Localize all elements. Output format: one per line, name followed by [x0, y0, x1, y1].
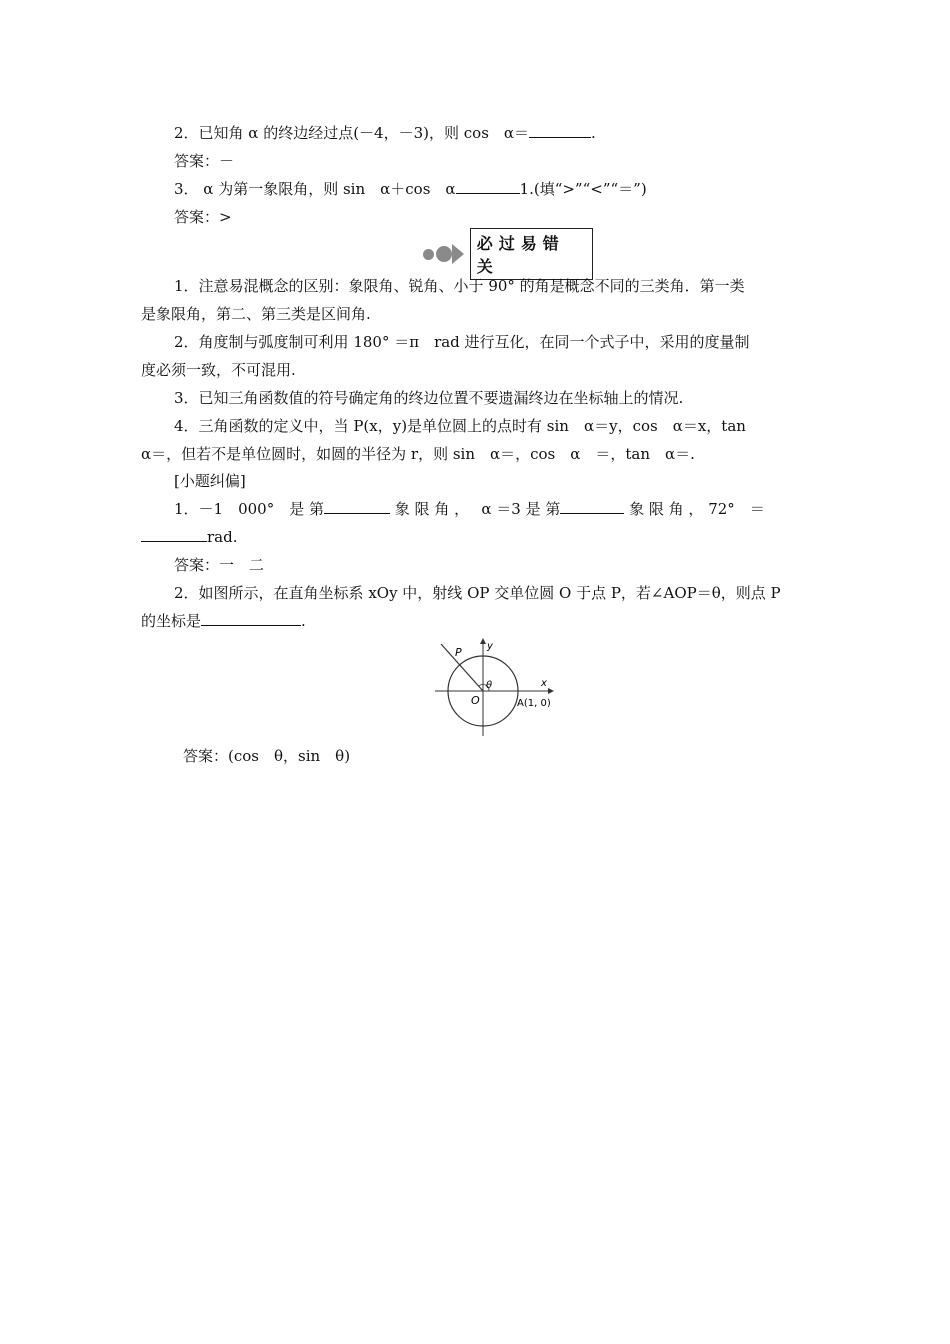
- banner-title: 必过易错关: [470, 228, 593, 280]
- question-3-text: 3． α 为第一象限角，则 sin α＋cos α: [174, 180, 456, 198]
- label-o: O: [471, 694, 480, 707]
- label-y: y: [487, 641, 493, 652]
- answer-blank: [456, 179, 520, 194]
- answer-3: 答案：>: [174, 208, 232, 226]
- exercise-1-part-1: 1．－1 000° 是 第: [174, 500, 324, 518]
- exercise-2-suffix: .: [301, 612, 306, 630]
- exercise-2-line-1: 2．如图所示，在直角坐标系 xOy 中，射线 OP 交单位圆 O 于点 P，若∠AOP＝θ，则点 P: [174, 584, 781, 602]
- question-2-period: .: [591, 124, 596, 142]
- exercise-2-answer: 答案：(cos θ，sin θ): [183, 747, 351, 765]
- question-3: [174, 179, 647, 199]
- answer-blank: [324, 499, 390, 514]
- exercise-1-part-3: 象 限 角 ， 72° ＝: [629, 500, 765, 518]
- answer-blank: [201, 611, 301, 626]
- point-1-line-1: 1．注意易混概念的区别：象限角、锐角、小于 90° 的角是概念不同的三类角．第一类: [174, 277, 745, 295]
- point-1-line-2: 是象限角，第二、第三类是区间角.: [141, 305, 371, 323]
- section-title: [小题纠偏]: [174, 472, 246, 490]
- label-p: P: [455, 646, 462, 659]
- y-axis-arrow-icon: [480, 638, 486, 644]
- exercise-2-prefix: 的坐标是: [141, 612, 202, 630]
- question-2: [174, 123, 596, 143]
- unit-circle-figure: [433, 636, 558, 742]
- exercise-1-part-4: rad.: [207, 528, 238, 546]
- ray-op: [441, 644, 483, 691]
- point-4-line-2: α＝，但若不是单位圆时，如圆的半径为 r，则 sin α＝，cos α ＝，tan α＝.: [141, 445, 695, 463]
- banner-dot-icon: [423, 249, 434, 260]
- exercise-1: [174, 499, 765, 519]
- section-banner: [423, 234, 593, 276]
- label-x: x: [541, 678, 547, 689]
- point-4-line-1: 4．三角函数的定义中，当 P(x，y)是单位圆上的点时有 sin α＝y，cos α＝x，tan: [174, 417, 746, 435]
- answer-blank: [560, 499, 624, 514]
- answer-blank: [141, 527, 207, 542]
- banner-arrow-icon: [452, 244, 464, 264]
- exercise-1-part-2: 象 限 角 ， α ＝3 是 第: [394, 500, 561, 518]
- point-3: 3．已知三角函数值的符号确定角的终边位置不要遗漏终边在坐标轴上的情况.: [174, 389, 684, 407]
- x-axis-arrow-icon: [548, 688, 554, 694]
- exercise-1-answer: 答案：一 二: [174, 556, 265, 574]
- answer-2: 答案：－: [174, 152, 235, 170]
- point-2-line-1: 2．角度制与弧度制可利用 180° ＝π rad 进行互化，在同一个式子中，采用的度量制: [174, 333, 750, 351]
- exercise-2-line-2: [141, 611, 306, 631]
- question-3-suffix: 1.(填“>”“<”“＝”): [519, 180, 647, 198]
- label-a: A(1, 0): [517, 698, 551, 709]
- banner-dot-icon: [436, 246, 452, 262]
- answer-blank: [529, 123, 591, 138]
- question-2-text: 2．已知角 α 的终边经过点(－4，－3)，则 cos α＝: [174, 124, 530, 142]
- point-2-line-2: 度必须一致，不可混用.: [141, 361, 296, 379]
- label-theta: θ: [486, 680, 493, 691]
- exercise-1-cont: [141, 527, 237, 547]
